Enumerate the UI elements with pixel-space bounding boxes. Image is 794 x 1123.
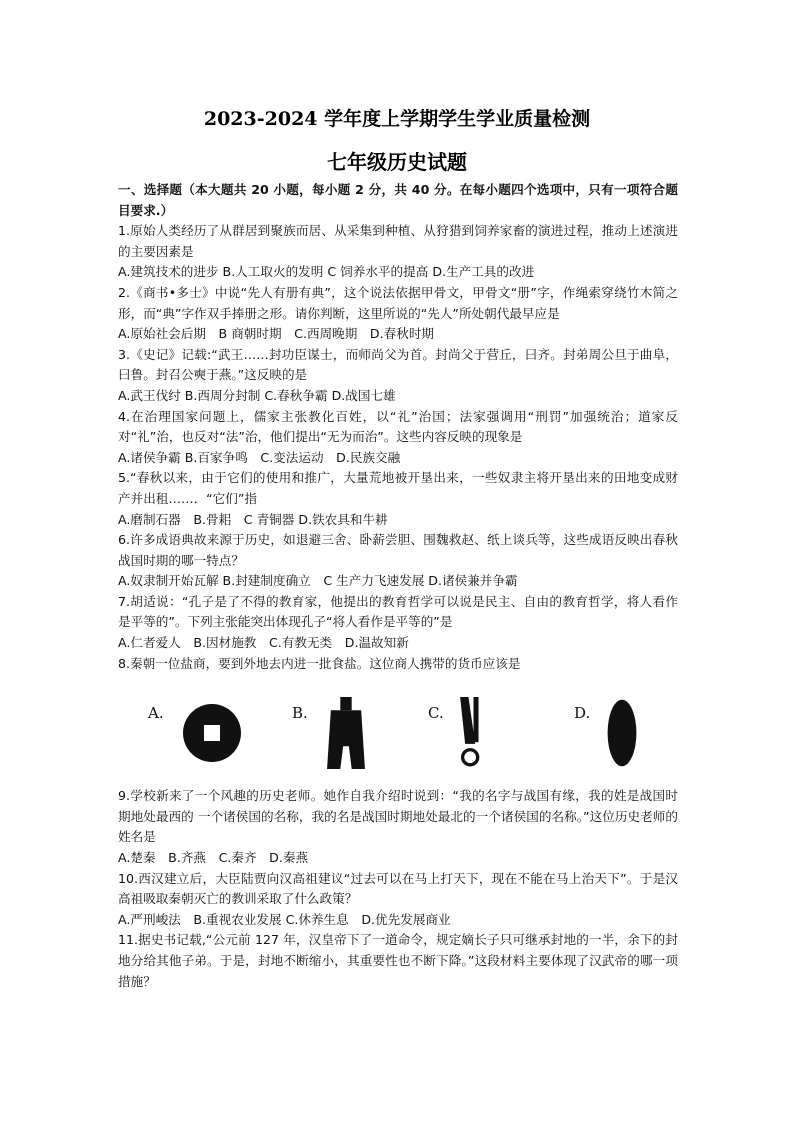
coin-a-label: A. <box>148 704 164 723</box>
question-1-options: A.建筑技术的进步 B.人工取火的发明 C 饲养水平的提高 D.生产工具的改进 <box>118 264 535 280</box>
section-heading: 一、选择题（本大题共 20 小题，每小题 2 分，共 40 分。在每小题四个选项中，只有一项符合题目要求.） <box>118 182 678 218</box>
exam-body <box>118 180 678 992</box>
question-7-stem: 7.胡适说：“孔子是了不得的教育家，他提出的教育哲学可以说是民主、自由的教育哲学，将人看作是平等的”。下列主张能突出体现孔子“将人看作是平等的”是 <box>118 593 678 630</box>
spade-coin-icon <box>322 697 370 769</box>
question-6-options: A.奴隶制开始瓦解 B.封建制度确立 C 生产力飞速发展 D.诸侯兼并争霸 <box>118 573 518 589</box>
question-1-stem: 1.原始人类经历了从群居到聚族而居、从采集到种植、从狩猎到饲养家畜的演进过程，推动上述演进的主要因素是 <box>118 223 678 259</box>
question-3-stem: 3.《史记》记载:“武王……封功臣谋士，而师尚父为首。封尚父于营丘，曰齐。封弟周公旦于曲阜，曰鲁。封召公奭于燕。”这反映的是 <box>118 346 678 383</box>
question-10-options: A.严刑峻法 B.重视农业发展 C.休养生息 D.优先发展商业 <box>118 911 451 927</box>
question-7-options: A.仁者爱人 B.因材施教 C.有教无类 D.温故知新 <box>118 635 409 651</box>
knife-coin-icon <box>454 697 488 769</box>
question-4-stem: 4.在治理国家问题上，儒家主张教化百姓，以“礼”治国；法家强调用“刑罚”加强统治；道家反对“礼”治，也反对“法”治，他们提出“无为而治”。这些内容反映的现象是 <box>118 408 678 445</box>
question-8-stem: 8.秦朝一位盐商，要到外地去内进一批食盐。这位商人携带的货币应该是 <box>118 655 521 671</box>
question-9-stem: 9.学校新来了一个风趣的历史老师。她作自我介绍时说到：“我的名字与战国有缘，我的姓是战国时期地处最西的 一个诸侯国的名称，我的名是战国时期地处最北的一个诸侯国的名称。”这位历史老师的姓名是 <box>118 788 678 845</box>
question-3-options: A.武王伐纣 B.西周分封制 C.春秋争霸 D.战国七雄 <box>118 387 396 403</box>
coin-images <box>118 679 678 783</box>
question-2-stem: 2.《商书•多士》中说“先人有册有典”，这个说法依据甲骨文，甲骨文“册”字，作绳索穿绕竹木简之形，而“典”字作双手捧册之形。请你判断，这里所说的“先人”所处朝代最早应是 <box>118 284 678 321</box>
ant-nose-coin-icon <box>604 697 640 769</box>
round-square-hole-coin-icon <box>182 697 246 769</box>
question-4-options: A.诸侯争霸 B.百家争鸣 C.变法运动 D.民族交融 <box>118 449 401 465</box>
exam-subtitle: 七年级历史试题 <box>327 150 467 174</box>
coin-d-label: D. <box>574 704 591 723</box>
question-11-stem: 11.据史书记载,“公元前 127 年，汉皇帝下了一道命令，规定嫡长子只可继承封地的一半，余下的封地分给其他子弟。于是，封地不断缩小，其重要性也不断下降。”这段材料主要体现了汉武帝的哪一项措施？ <box>118 932 678 989</box>
exam-title: 2023-2024 学年度上学期学生学业质量检测 <box>203 108 591 130</box>
question-5-stem: 5.“春秋以来，由于它们的使用和推广，大量荒地被开垦出来，一些奴隶主将开垦出来的田地变成财产并出租……．“它们”指 <box>118 470 678 506</box>
coin-b-label: B. <box>292 704 308 723</box>
question-10-stem: 10.西汉建立后，大臣陆贾向汉高祖建议“过去可以在马上打天下，现在不能在马上治天下”。于是汉高祖吸取秦朝灭亡的教训采取了什么政策？ <box>118 870 678 907</box>
question-5-options: A.磨制石器 B.骨耜 C 青铜器 D.铁农具和牛耕 <box>118 511 388 527</box>
coin-c-label: C. <box>428 704 444 723</box>
question-9-options: A.楚秦 B.齐燕 C.秦齐 D.秦燕 <box>118 850 309 866</box>
question-2-options: A.原始社会后期 B 商朝时期 C.西周晚期 D.春秋时期 <box>118 326 435 342</box>
question-6-stem: 6.许多成语典故来源于历史，如退避三舍、卧薪尝胆、围魏救赵、纸上谈兵等，这些成语反映出春秋战国时期的哪一特点？ <box>118 532 678 568</box>
